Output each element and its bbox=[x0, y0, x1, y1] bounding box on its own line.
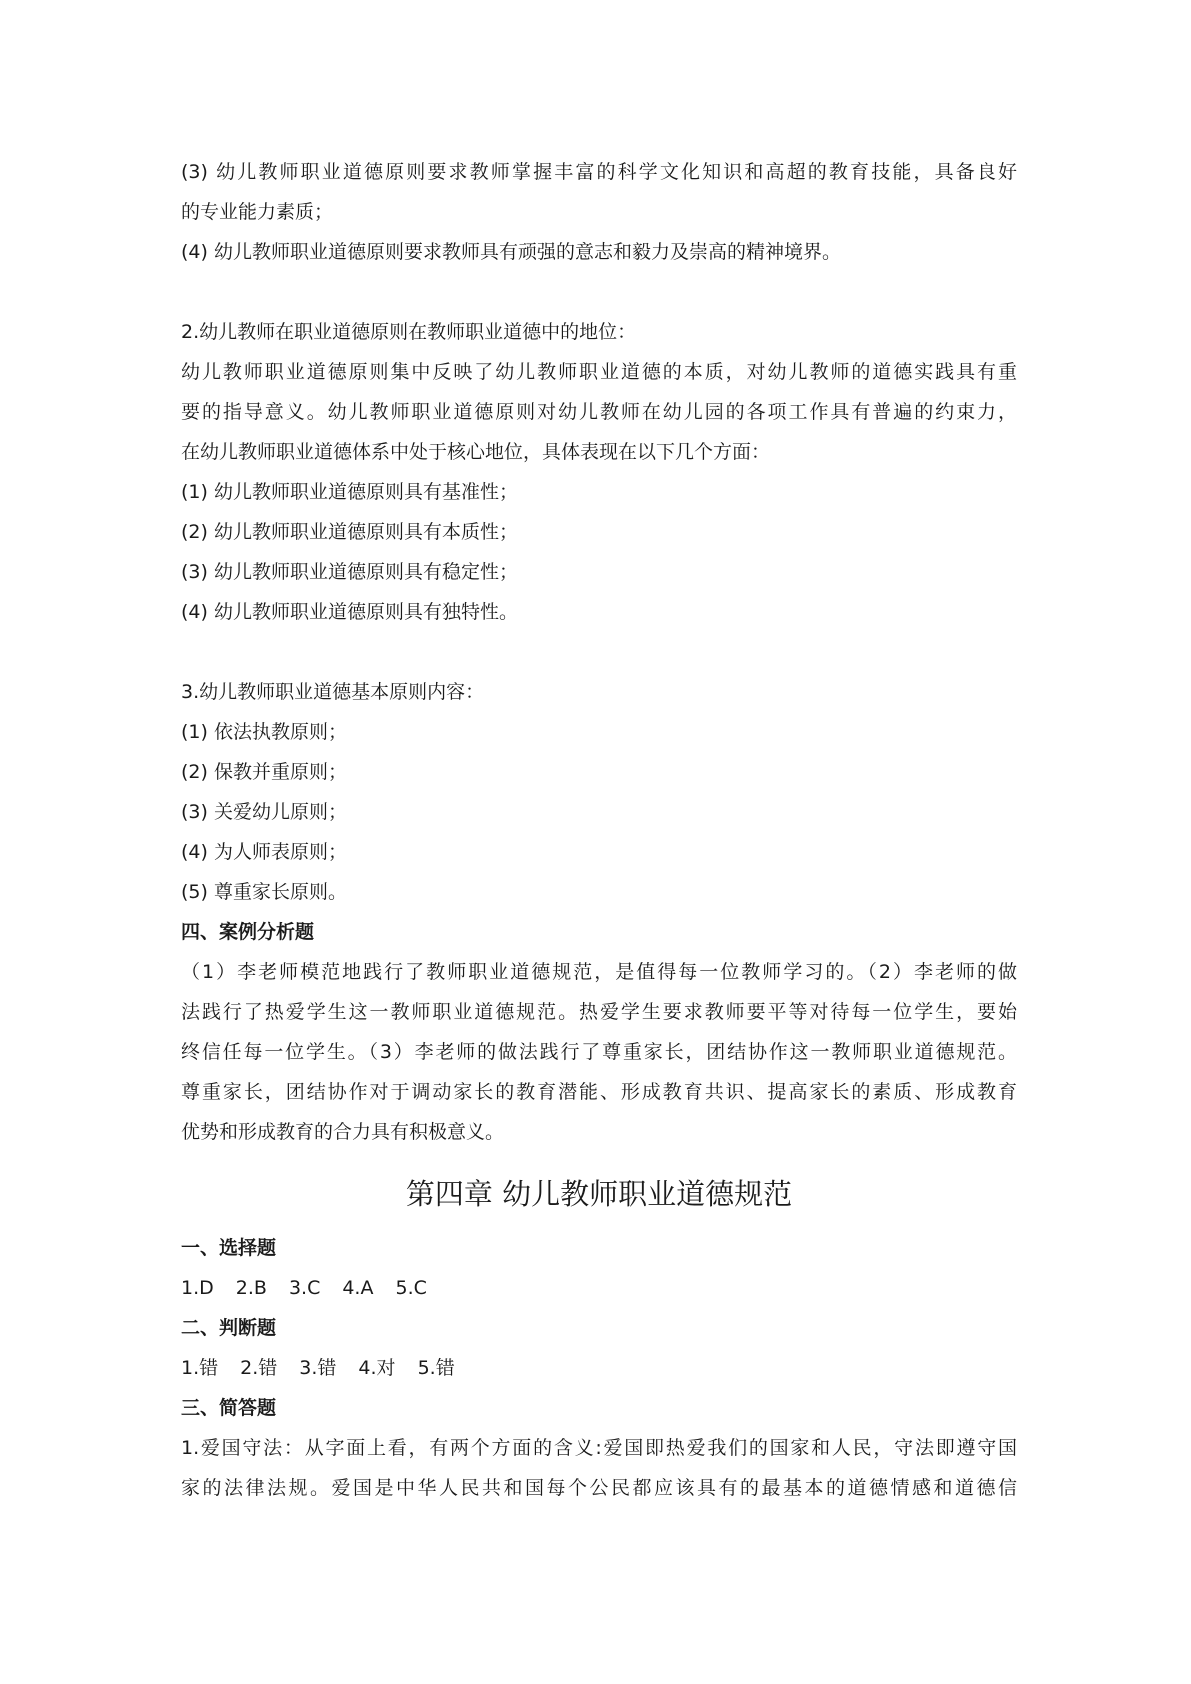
text-line: 家的法律法规。爱国是中华人民共和国每个公民都应该具有的最基本的道德情感和道德信 bbox=[181, 1477, 1017, 1499]
answer: 2.B bbox=[235, 1277, 267, 1299]
text-line: (3) 幼儿教师职业道德原则要求教师掌握丰富的科学文化知识和高超的教育技能，具备良好 bbox=[181, 161, 1017, 183]
text-line: 尊重家长，团结协作对于调动家长的教育潜能、形成教育共识、提高家长的素质、形成教育 bbox=[181, 1081, 1017, 1103]
text-line: 终信任每一位学生。（3）李老师的做法践行了尊重家长，团结协作这一教师职业道德规范。 bbox=[181, 1041, 1017, 1063]
answer: 5.错 bbox=[417, 1357, 455, 1379]
text-line: 的专业能力素质； bbox=[181, 201, 334, 223]
answer: 4.对 bbox=[358, 1357, 396, 1379]
section-heading-q2: 2.幼儿教师在职业道德原则在教师职业道德中的地位： bbox=[181, 321, 637, 343]
judge-heading: 二、判断题 bbox=[181, 1317, 277, 1339]
choice-answers bbox=[181, 1268, 1017, 1308]
list-item: (4) 为人师表原则； bbox=[181, 841, 347, 863]
answer: 3.错 bbox=[299, 1357, 337, 1379]
text-line: (4) 幼儿教师职业道德原则要求教师具有顽强的意志和毅力及崇高的精神境界。 bbox=[181, 241, 841, 263]
text-line: 幼儿教师职业道德原则集中反映了幼儿教师职业道德的本质，对幼儿教师的道德实践具有重 bbox=[181, 361, 1017, 383]
list-item: (2) 幼儿教师职业道德原则具有本质性； bbox=[181, 521, 518, 543]
text-line: 要的指导意义。幼儿教师职业道德原则对幼儿教师在幼儿园的各项工作具有普遍的约束力， bbox=[181, 401, 1017, 423]
answer: 4.A bbox=[342, 1277, 374, 1299]
list-item: (1) 幼儿教师职业道德原则具有基准性； bbox=[181, 481, 518, 503]
case-analysis-heading: 四、案例分析题 bbox=[181, 921, 315, 943]
answer: 5.C bbox=[395, 1277, 427, 1299]
answer: 1.错 bbox=[181, 1357, 219, 1379]
section-heading-q3: 3.幼儿教师职业道德基本原则内容： bbox=[181, 681, 485, 703]
answer: 3.C bbox=[288, 1277, 321, 1299]
answer: 2.错 bbox=[240, 1357, 278, 1379]
list-item: (5) 尊重家长原则。 bbox=[181, 881, 347, 903]
list-item: (2) 保教并重原则； bbox=[181, 761, 347, 783]
list-item: (4) 幼儿教师职业道德原则具有独特性。 bbox=[181, 601, 518, 623]
list-item: (1) 依法执教原则； bbox=[181, 721, 347, 743]
answer: 1.D bbox=[181, 1277, 214, 1299]
chapter-title: 第四章 幼儿教师职业道德规范 bbox=[405, 1177, 793, 1211]
text-line: 优势和形成教育的合力具有积极意义。 bbox=[181, 1121, 505, 1143]
choice-heading: 一、选择题 bbox=[181, 1237, 277, 1259]
short-answer-heading: 三、简答题 bbox=[181, 1397, 277, 1419]
text-line: 法践行了热爱学生这一教师职业道德规范。热爱学生要求教师要平等对待每一位学生，要始 bbox=[181, 1001, 1017, 1023]
text-line: （1）李老师模范地践行了教师职业道德规范，是值得每一位教师学习的。（2）李老师的做 bbox=[181, 961, 1017, 983]
text-line: 1.爱国守法：从字面上看，有两个方面的含义:爱国即热爱我们的国家和人民，守法即遵守国 bbox=[181, 1437, 1017, 1459]
list-item: (3) 幼儿教师职业道德原则具有稳定性； bbox=[181, 561, 518, 583]
page-content bbox=[181, 152, 1017, 1508]
text-line: 在幼儿教师职业道德体系中处于核心地位，具体表现在以下几个方面： bbox=[181, 441, 771, 463]
judge-answers bbox=[181, 1348, 1017, 1388]
list-item: (3) 关爱幼儿原则； bbox=[181, 801, 347, 823]
